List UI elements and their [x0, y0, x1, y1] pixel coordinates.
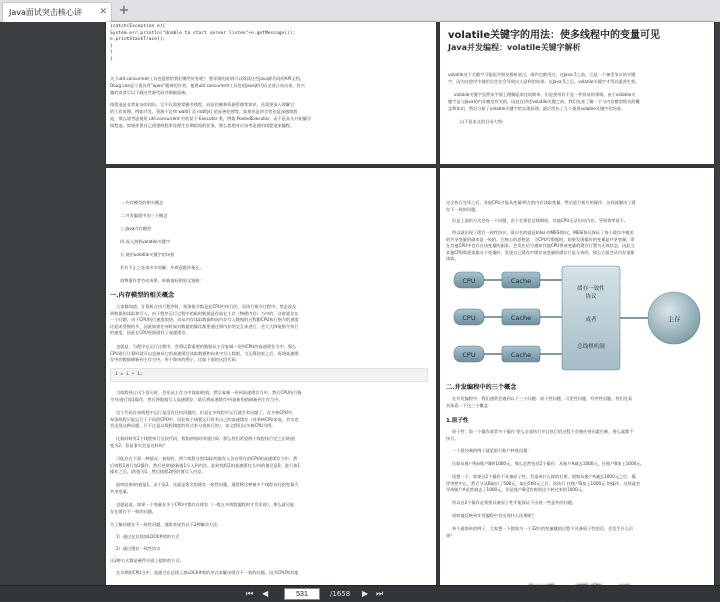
toc-item[interactable]: 二.并发编程中的三个概念	[120, 213, 168, 218]
section-heading: 二.并发编程中的三个概念	[446, 384, 517, 391]
new-tab-icon[interactable]: +	[118, 3, 130, 18]
or-label: 或者	[585, 317, 597, 323]
paragraph-line: 执行。	[446, 435, 459, 441]
paragraph-line: 变为2。但是事实会是这样吗？	[110, 442, 168, 448]
paragraph-line: 线程池。如果你要自己创建线程来处理生存期较短的任务，那么您绝对应该考虑使用线程池来编程。	[110, 123, 295, 128]
next-page-icon[interactable]: ▶	[362, 589, 369, 598]
paragraph-line: 的速度。因此在CPU里面就有了高速缓存。	[110, 330, 190, 335]
page-title: volatile关键字的用法：使多线程中的变量可见	[448, 30, 660, 41]
paragraph-line: 在并发编程中，我们通常会遇到以下三个问题：原子性问题，可见性问题，有序性问题。我们先看	[452, 396, 633, 401]
paragraph-line: 存不一致的问题。	[446, 206, 480, 212]
paragraph-line: 念和知识，然后分析了volatile关键字的实现原理，最后给出了几个使用volatile关键字的场景。	[448, 106, 626, 111]
toc-intro: 以下是本文的目录大纲：	[460, 119, 507, 124]
paragraph-line: 关于util.concurrent工具包提供给我们哪些好处呢？ 要详细的说明可以阅读这些java源代码的API文档。	[110, 76, 304, 81]
paragraph-line: 同样地反映到并发编程中会出现什么结果呢？	[452, 513, 536, 518]
paragraph-line: 最终结果i的值是1，而不是2。这就是著名的缓存一致性问题。通常称这种被多个线程访问的变量为	[116, 482, 299, 487]
paragraph-line: 导致账户A虽然减去了1000元，但是账户B没有收到这个转过来的1000元。	[446, 487, 587, 492]
paragraph-line: 原子性：即一个操作或者多个操作 要么全部执行并且执行的过程不会被任何因素打断，要么就都不	[452, 429, 634, 434]
paragraph-line: CPU进行计算时就可以直接从它的高速缓存读取数据和向其中写入数据，当运算结束之后，再将高速缓	[110, 350, 299, 356]
paragraph-line: volatile这个关键字可能很多朋友都听说过，或许也都用过。在Java 5之前，它是一个备受争议的关键	[448, 72, 636, 77]
paragraph-line: 比如同时有2个线程执行这段代码，假如初始时i的值为0，那么我们希望两个线程执行完之后i的值	[116, 436, 296, 441]
paragraph-line: 后线程1进行加1操作，然后把i的最新值1写入到内存。此时线程2的高速缓存当中i的值还是0，进行加1	[110, 462, 301, 468]
page-top-right	[440, 22, 714, 164]
paragraph-line: 存中的数据刷新到主存当中。举个简单的例子，比如下面的这段代码：	[110, 357, 240, 362]
toc-item[interactable]: 四.深入剖析volatile关键字	[120, 239, 171, 244]
total-pages: /1658	[330, 590, 351, 598]
paragraph-line: 也就是，当程序在运行过程中，会将运算需要的数据从主存复制一份到CPU的高速缓存当中，那么	[116, 344, 297, 349]
paragraph-line: 在早期的CPU当中，是通过在总线上加LOCK#锁的形式来解决缓存不一致的问题。因为CPU和其他	[116, 570, 299, 575]
paragraph-line: 所以这2个操作必须要具备原子性才能保证不出现一些意外的问题。	[452, 500, 577, 505]
cache-label: Cache	[510, 351, 532, 359]
paragraph-line: 会出现这种问题，只不过是以线程调度的形式来分别执行的）。本文我们以多核CPU为例。	[110, 423, 276, 428]
paragraph-line: 这2种方式都是硬件层面上提供的方式。	[110, 558, 184, 563]
paragraph-line: volatile关键字虽然从字面上理解起来比较简单，但是要用好不是一件容易的事情。由于volatile关	[454, 92, 636, 97]
prev-page-icon[interactable]: ◀	[262, 589, 269, 598]
page-bottom-right	[440, 168, 714, 585]
toc-item[interactable]: 五.使用volatile关键字的场景	[120, 252, 175, 257]
cache-label: Cache	[510, 277, 532, 285]
paragraph-line: 也就是说，如果一个变量在多个CPU中都存在缓存（一般在多线程编程时才会出现），那么就可能	[116, 502, 295, 507]
main-memory-label: 主存	[667, 315, 681, 323]
tab-bar	[0, 0, 720, 22]
paragraph-line: 可能存在下面一种情况：初始时，两个线程分别读取i的值存入各自所在的CPU的高速缓存当中，然	[116, 456, 298, 461]
paragraph-line: 果？	[446, 532, 455, 538]
skip-last-icon[interactable]: ⏭	[376, 589, 384, 598]
paragraph-line: Doug Lea是个很具有"open"精神的作者，他将util.concurrent工具包的java源代码全部公布出来，有兴	[110, 83, 305, 88]
section-heading: 一.内存模型的相关概念	[110, 292, 175, 299]
document-tab[interactable]	[2, 2, 112, 22]
code-line: System.err.println("Unable to start server listen"+e.getMessage());	[110, 30, 296, 36]
list-item: 1）通过在总线加LOCK#锁的方式	[116, 534, 180, 539]
document-viewer[interactable]	[0, 22, 720, 585]
code-line: i = i + 1;	[115, 372, 143, 377]
paragraph-line: 比起来要慢的多，因此如果任何时候对数据的操作都要通过和内存的交互来进行，会大大降低指令执行	[110, 323, 299, 329]
page-number-input[interactable]	[284, 588, 320, 600]
paragraph-line: 为了解决缓存不一致性问题，通常来说有以下2种解决方法：	[110, 522, 222, 527]
skip-first-icon[interactable]: ⏮	[246, 589, 254, 598]
subsection-heading: 1.原子性	[446, 418, 469, 424]
page-top-left	[106, 22, 436, 164]
document-tab-title: Java面试突击核心讲	[9, 8, 82, 17]
paragraph-line: 键字是与Java的内存模型有关的，因此在讲述volatile关键之前，我们先来了解一下与内存模型相关的概	[448, 99, 640, 104]
code-block	[110, 368, 428, 382]
cpu-label: CPU	[462, 314, 476, 322]
note-line: 请尊重作者劳动成果，转载请标明原文链接：	[120, 278, 204, 283]
paragraph-line: 但是上面的方式会有一个问题，由于在锁住总线期间，其他CPU无法访问内存，导致效率低下。	[452, 218, 629, 223]
bus-label: 总线棋机制	[577, 344, 605, 350]
code-line: }	[110, 56, 113, 62]
code-line: }catch(Exception e){	[110, 24, 166, 29]
cpu-label: CPU	[462, 277, 476, 285]
page-subtitle: Java并发编程：volatile关键字解析	[448, 43, 581, 52]
paragraph-line: 在其他CPU中也存在该变量的副本，会发出信号通知其他CPU将该变量的缓存行置为无效状态，因此当	[446, 243, 635, 248]
paragraph-line: 字，因为在程序中使用它往往会导致出人意料的结果。在Java 5之后，volatile关键字才得以重获生机。	[448, 79, 640, 84]
paragraph-line: 具体看一下这三个概念：	[446, 402, 493, 408]
code-line: }	[110, 50, 113, 55]
list-item: 2）通过缓存一致性协议	[116, 546, 161, 551]
paragraph-line: 大家都知道，计算机在执行程序时，每条指令都是在CPU中执行的，而执行指令过程中，势必涉及	[116, 304, 297, 309]
paragraph-line: 存在缓存不一致的问题。	[110, 508, 157, 514]
paragraph-line: 共享变量。	[110, 488, 131, 494]
paragraph-line: 一个很经典的例子就是银行账户转账问题：	[452, 448, 532, 453]
paragraph-line: 趣的读者可以下载这些源代码并细细品味。	[110, 90, 190, 95]
paragraph-line: 池，那么请考虑使用 util.concurrent 中的某个 Executor 类，例如 PooledExecutor。而不是从头开始编写	[110, 116, 312, 121]
paragraph-line: 令对i进行加1操作，然后将数据写入高速缓存，最后将高速缓存中i最新的值刷新到主存当中。	[110, 396, 283, 402]
paragraph-line: 线程池是非常复杂的知识，它不仅需要掌握多线程、同步控制和资源管理等知识，还需要深入理解它	[110, 102, 295, 107]
toc-item[interactable]: 三.Java内存模型	[120, 226, 152, 231]
paragraph-line: 操作之后，i的值为1，然后线程2把i的值写入内存。	[110, 469, 206, 474]
code-line: e.printStackTrace();	[110, 37, 166, 42]
paragraph-line: 读取。	[446, 256, 459, 261]
paragraph-line: 的工作原理，例如并发、资源不足和 wait() 及 notify() 的妥善处理等。如果你是初学者还是深感线程	[110, 109, 298, 114]
paragraph-line: 所以就出现了缓存一致性协议。最出名的就是Intel 的MESI协议，MESI协议保证了每个缓存中使用	[452, 230, 634, 235]
toc-item[interactable]: 一.内存模型的相关概念	[120, 200, 164, 205]
paragraph-line: 试想一下，如果这2个操作不具备原子性，会造成什么样的后果。假如从账户A减去1000元之后，操	[452, 474, 636, 479]
cache-label: Cache	[510, 314, 532, 322]
note-line: 若有不正之处请多多谅解，并欢迎批评指正。	[120, 265, 204, 270]
cpu-label: CPU	[462, 351, 476, 359]
paragraph-line: 举个最简单的例子，大家想一下假如为一个32位的变量赋值过程不具备原子性的话，会发生什么后	[452, 526, 634, 531]
page-bottom-left	[106, 168, 436, 585]
close-icon[interactable]: ✕	[99, 7, 107, 17]
paragraph-line: 完全执行完毕之后，其他CPU才能从变量i所在的内存读取变量，然后进行相应的操作。这样就解决了缓	[446, 200, 636, 205]
paragraph-line: 作突然中止。然后又从B取出了500元，取出500元之后，再执行 往账户B加上1000元 的操作。这样就会	[446, 480, 641, 486]
protocol-label: 协议	[585, 294, 597, 300]
paragraph-line: 当线程执行这个语句时，会先从主存当中读取i的值，然后复制一份到高速缓存当中，然后CPU执行指	[116, 390, 302, 395]
paragraph-line: 的共享变量的副本是一致的。它核心的思想是：当CPU写数据时，如果发现操作的变量是共享变量，即	[446, 236, 635, 242]
cache-coherence-diagram	[452, 264, 702, 374]
code-line: }	[110, 43, 113, 49]
protocol-label: 缓存一致性	[577, 286, 605, 292]
paragraph-line: 每条线程可能运行于不同的CPU中，因此每个线程运行时有自己的高速缓存（对单核CPU来说，其实也	[110, 416, 299, 422]
paragraph-line: 比如从账户A向账户B转1000元，那么必然包括2个操作：从账户A减去1000元，往账户B加上1000元。	[452, 461, 645, 466]
paragraph-line: 一个问题，由于CPU执行速度很快，而从内存读取数据和向内存写入数据的过程跟CPU执行指令的速度	[110, 317, 299, 322]
page-navigation-bar	[0, 585, 720, 601]
paragraph-line: 到数据的读取和写入。由于程序运行过程中的临时数据是存放在主存（物理内存）当中的，这时就存在	[110, 310, 299, 316]
paragraph-line: 这个代码在单线程中运行是没有任何问题的，但是在多线程中运行就会有问题了。在多核CPU中，	[116, 410, 297, 415]
paragraph-line: 其他CPU需要读取这个变量时，发现自己缓存中缓存该变量的缓存行是无效的，那么它就会从内存重新	[446, 249, 635, 255]
